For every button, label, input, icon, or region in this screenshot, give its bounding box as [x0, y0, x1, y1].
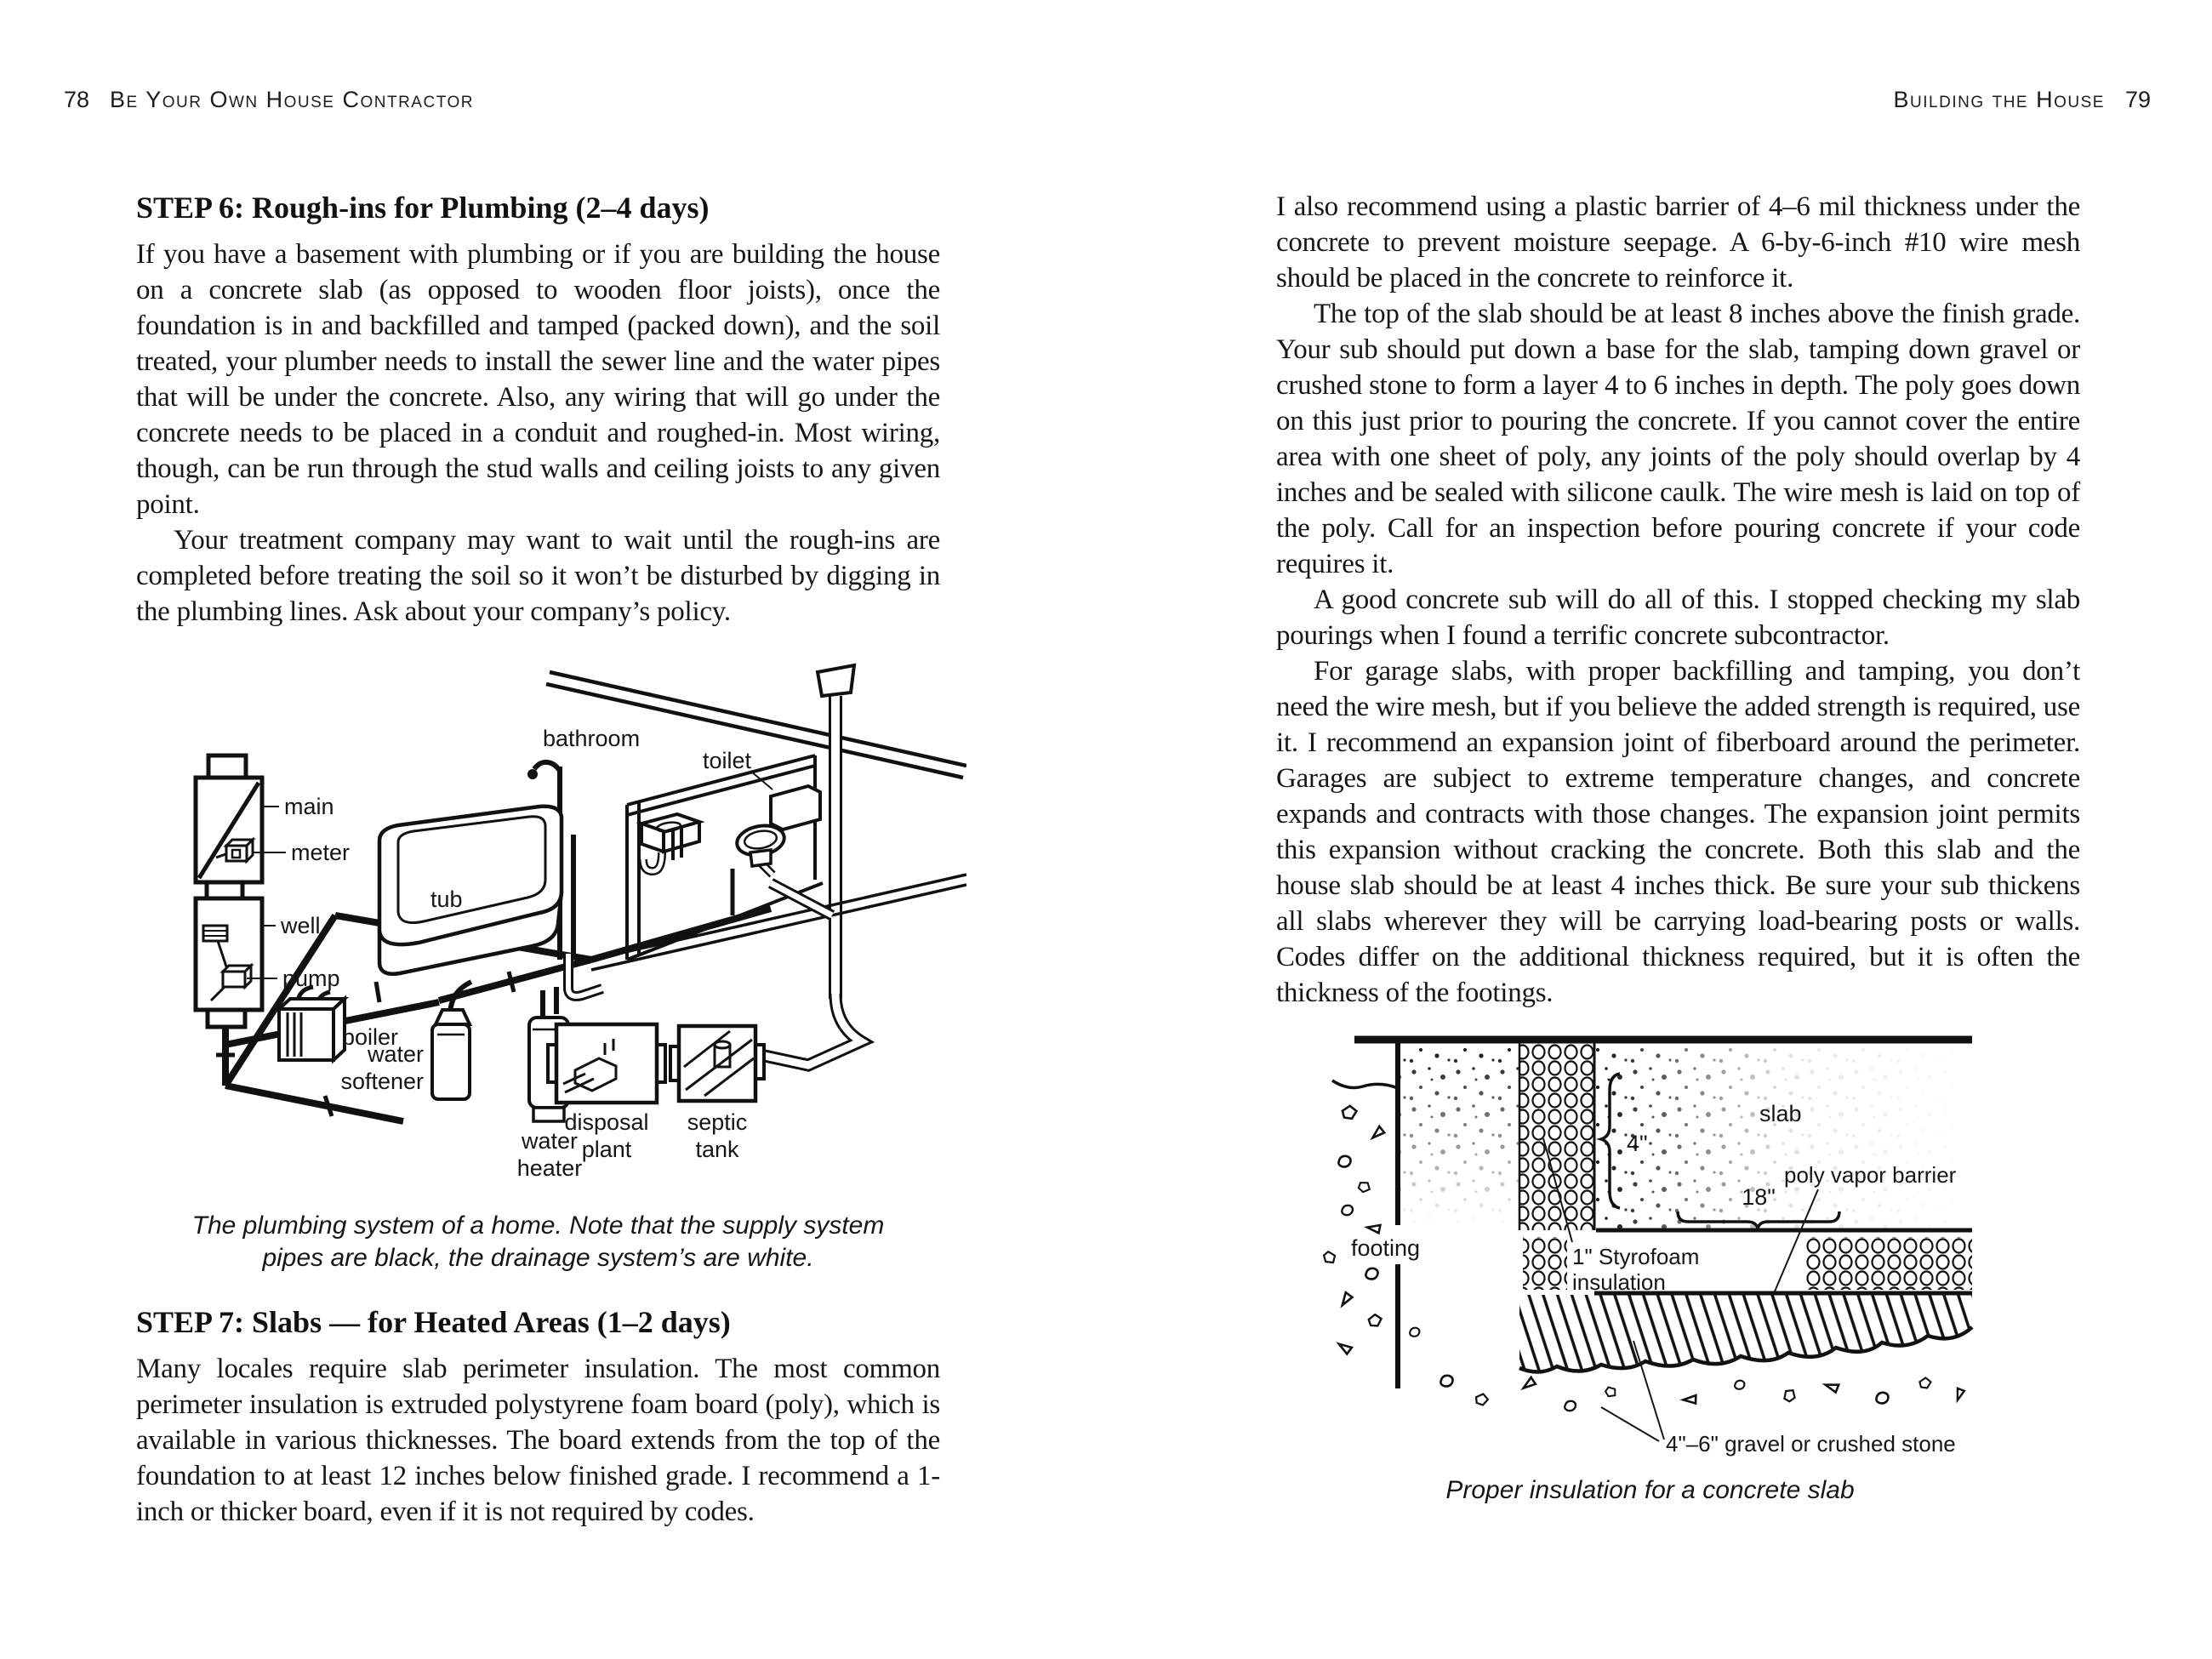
label-water-softener-1: water [367, 1041, 424, 1067]
label-18in: 18" [1742, 1184, 1776, 1210]
left-page-column [136, 189, 940, 1530]
right-paragraph-1: I also recommend using a plastic barrier of 4–6 mil thickness under the concrete to prevent moisture seepage. A 6-by-6-inch #10 wire mesh should be placed in the concrete to reinforce it. [1276, 191, 2080, 294]
slab-figure-caption: Proper insulation for a concrete slab [1445, 1476, 1855, 1504]
label-slab: slab [1759, 1101, 1802, 1126]
septic-tank-drawing [670, 1026, 764, 1101]
plumbing-caption-line-1: The plumbing system of a home. Note that the supply system [191, 1211, 885, 1240]
water-softener-drawing [432, 1010, 470, 1099]
right-paragraph-4: For garage slabs, with proper backfilling and tamping, you don’t need the wire mesh, but if you believe the added strength is required, use it. I recommend an expansion joint of fiberboard around the perimeter. Garages are subject to extreme temperature changes, and concrete expands and contracts with those changes. The expansion joint permits this expansion without cracking the concrete. Both this slab and the house slab should be at least 4 inches thick. Be sure your sub thickens all slabs wherever they will be carrying load-bearing posts or walls. Codes differ on the additional thickness required, but it is often the thickness of the footings. [1276, 656, 2080, 1008]
label-water-heater-2: heater [516, 1155, 583, 1181]
step6-paragraph-2: Your treatment company may want to wait until the rough-ins are completed before treating the soil so it won’t be disturbed by digging in the plumbing lines. Ask about your company’s policy. [136, 525, 940, 627]
label-water-softener-2: softener [340, 1069, 424, 1094]
step7-paragraph-1: Many locales require slab perimeter insulation. The most common perimeter insulation is extruded polystyrene foam board (poly), which is available in various thicknesses. The board extends from the top of the foundation to at least 12 inches below finished grade. I recommend a 1-inch or thicker board, even if it is not required by codes. [136, 1354, 940, 1527]
plumbing-figure [175, 660, 966, 1196]
running-head-right [1894, 87, 2151, 113]
gravel-hatch [1519, 1295, 1972, 1372]
label-4in: 4" [1627, 1131, 1648, 1156]
service-main-drawing [196, 755, 262, 1027]
right-paragraph-2: The top of the slab should be at least 8 inches above the finish grade. Your sub should put down a base for the slab, tamping down gravel or crushed stone to form a layer 4 to 6 inches in depth. The poly goes down on this just prior to pouring the concrete. If you cannot cover the entire area with one sheet of poly, any joints of the poly should overlap by 4 inches and be sealed with silicone caulk. The wire mesh is laid on top of the poly. Call for an inspection before pouring concrete if your code requires it. [1276, 299, 2080, 579]
label-disposal-plant-1: disposal [564, 1109, 649, 1135]
running-head-left [64, 87, 474, 113]
label-septic-tank-2: tank [695, 1137, 739, 1162]
label-poly-vapor-barrier: poly vapor barrier [1784, 1162, 1957, 1188]
step7-heading: STEP 7: Slabs — for Heated Areas (1–2 days) [136, 1305, 731, 1339]
right-paragraph-3: A good concrete sub will do all of this. I stopped checking my slab pourings when I found a terrific concrete subcontractor. [1276, 584, 2080, 651]
label-styrofoam-2: insulation [1572, 1269, 1666, 1295]
label-toilet: toilet [703, 748, 752, 773]
right-page-column [1276, 189, 2080, 1507]
folio-left: 78 [64, 87, 90, 112]
step6-paragraph-1: If you have a basement with plumbing or if you are building the house on a concrete slab (as opposed to wooden floor joists), once the foundation is in and backfilled and tamped (packed down), and the soil treated, your plumber needs to install the sewer line and the water pipes that will be under the concrete. Also, any wiring that will go under the concrete needs to be placed in a conduit and roughed-in. Most wiring, though, can be run through the stud walls and ceiling joists to any given point. [136, 239, 940, 520]
roof-lines-drawing [546, 672, 966, 778]
label-footing: footing [1351, 1235, 1421, 1261]
label-boiler: boiler [342, 1024, 399, 1050]
label-well: well [281, 913, 321, 938]
running-head-left-title: Be Your Own House Contractor [110, 87, 474, 112]
concrete-speckle [1400, 1041, 1972, 1229]
plumbing-figure-caption [136, 1210, 940, 1274]
label-disposal-plant-2: plant [581, 1137, 632, 1162]
label-bathroom: bathroom [543, 726, 641, 751]
label-water-heater-1: water [521, 1128, 579, 1154]
label-main: main [284, 794, 334, 819]
plumbing-caption-line-2: pipes are black, the drainage system’s are white. [262, 1244, 814, 1272]
label-septic-tank-1: septic [687, 1109, 748, 1135]
label-tub: tub [430, 887, 463, 912]
running-head-right-title: Building the House [1893, 87, 2105, 112]
sink-drawing [641, 814, 699, 852]
label-styrofoam-1: 1" Styrofoam [1572, 1244, 1700, 1269]
slab-insulation-figure [1320, 1028, 1980, 1466]
folio-right: 79 [2124, 87, 2151, 112]
boiler-drawing [279, 999, 345, 1060]
label-meter: meter [291, 840, 351, 865]
label-gravel: 4"–6" gravel or crushed stone [1666, 1431, 1956, 1457]
label-pump: pump [282, 966, 340, 991]
toilet-drawing [734, 786, 820, 866]
disposal-plant-drawing [548, 1024, 665, 1103]
vent-stack-drawing [761, 665, 861, 1065]
step6-heading: STEP 6: Rough-ins for Plumbing (2–4 days) [136, 191, 710, 225]
